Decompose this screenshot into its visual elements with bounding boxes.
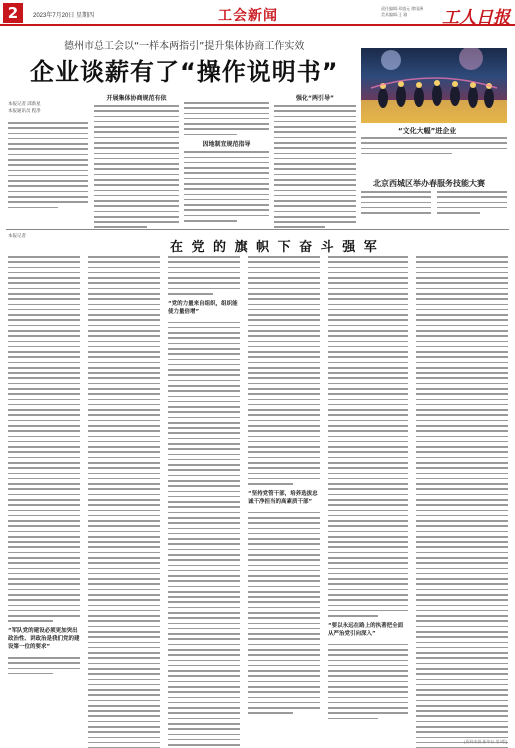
lead-headline: 企业谈薪有了“操作说明书” xyxy=(30,58,339,86)
stage-performance-image xyxy=(361,48,507,123)
column-body-text xyxy=(184,151,269,221)
photo-caption xyxy=(361,137,507,158)
column-title: 强化“两引导” xyxy=(296,95,334,102)
pull-quote: “党的力量来自组织，组织能使力量倍增” xyxy=(168,300,238,315)
masthead xyxy=(0,0,515,26)
page-number: 2 xyxy=(3,3,23,23)
lower-headline: 在 党 的 旗 帜 下 奋 斗 强 军 xyxy=(170,240,379,255)
section-title: 工会新闻 xyxy=(218,8,278,24)
lead-body-text xyxy=(8,122,88,208)
pull-quote: “军队党的建设必须更加突出政治性、讲政治是我们党的建设第一位的要求” xyxy=(8,628,80,650)
column-body-text xyxy=(184,102,269,135)
column-body-text xyxy=(94,105,179,228)
lower-byline: 本报记者 xyxy=(8,233,26,238)
column-title: 开展集体协商规范有依 xyxy=(106,95,167,102)
pull-quote: “要以永远在路上的执著把全面从严治党引向深入” xyxy=(328,622,404,637)
lower-column-3 xyxy=(168,256,240,748)
lead-column xyxy=(8,100,88,212)
column-body-text xyxy=(274,105,356,228)
lower-column-1 xyxy=(8,256,80,678)
lower-column-4 xyxy=(248,256,320,718)
footer-note: [资料来源 新华社 第3版] xyxy=(464,739,507,744)
column-title: 因地制宜规范指导 xyxy=(202,141,251,149)
lead-byline: 本报记者 邱新星 本报通讯员 程净 xyxy=(8,101,41,113)
story-column-1 xyxy=(94,93,179,232)
side-headline: 北京西城区举办春服务技能大赛 xyxy=(373,179,485,188)
newspaper-logo: 工人日报 xyxy=(442,8,510,28)
lead-kicker: 德州市总工会以“一样本两指引”提升集体协商工作实效 xyxy=(64,41,305,52)
photo-caption-title: “文化大幅”进企业 xyxy=(398,127,457,135)
page-date: 2023年7月20日 星期四 xyxy=(33,13,95,19)
editor-info: 责任编辑:邓盛元 徐国洲 美术编辑:王 瑜 xyxy=(381,6,424,17)
side-story xyxy=(361,191,507,217)
lower-column-2 xyxy=(88,256,160,748)
lower-column-5 xyxy=(328,256,408,723)
section-divider xyxy=(6,229,509,230)
lower-column-6 xyxy=(416,256,508,748)
story-column-2 xyxy=(184,93,269,225)
pull-quote: “坚持党管干部，培养选拔忠诚干净担当的高素质干部” xyxy=(248,490,318,505)
feature-photo xyxy=(361,48,507,123)
story-column-3 xyxy=(274,93,356,232)
